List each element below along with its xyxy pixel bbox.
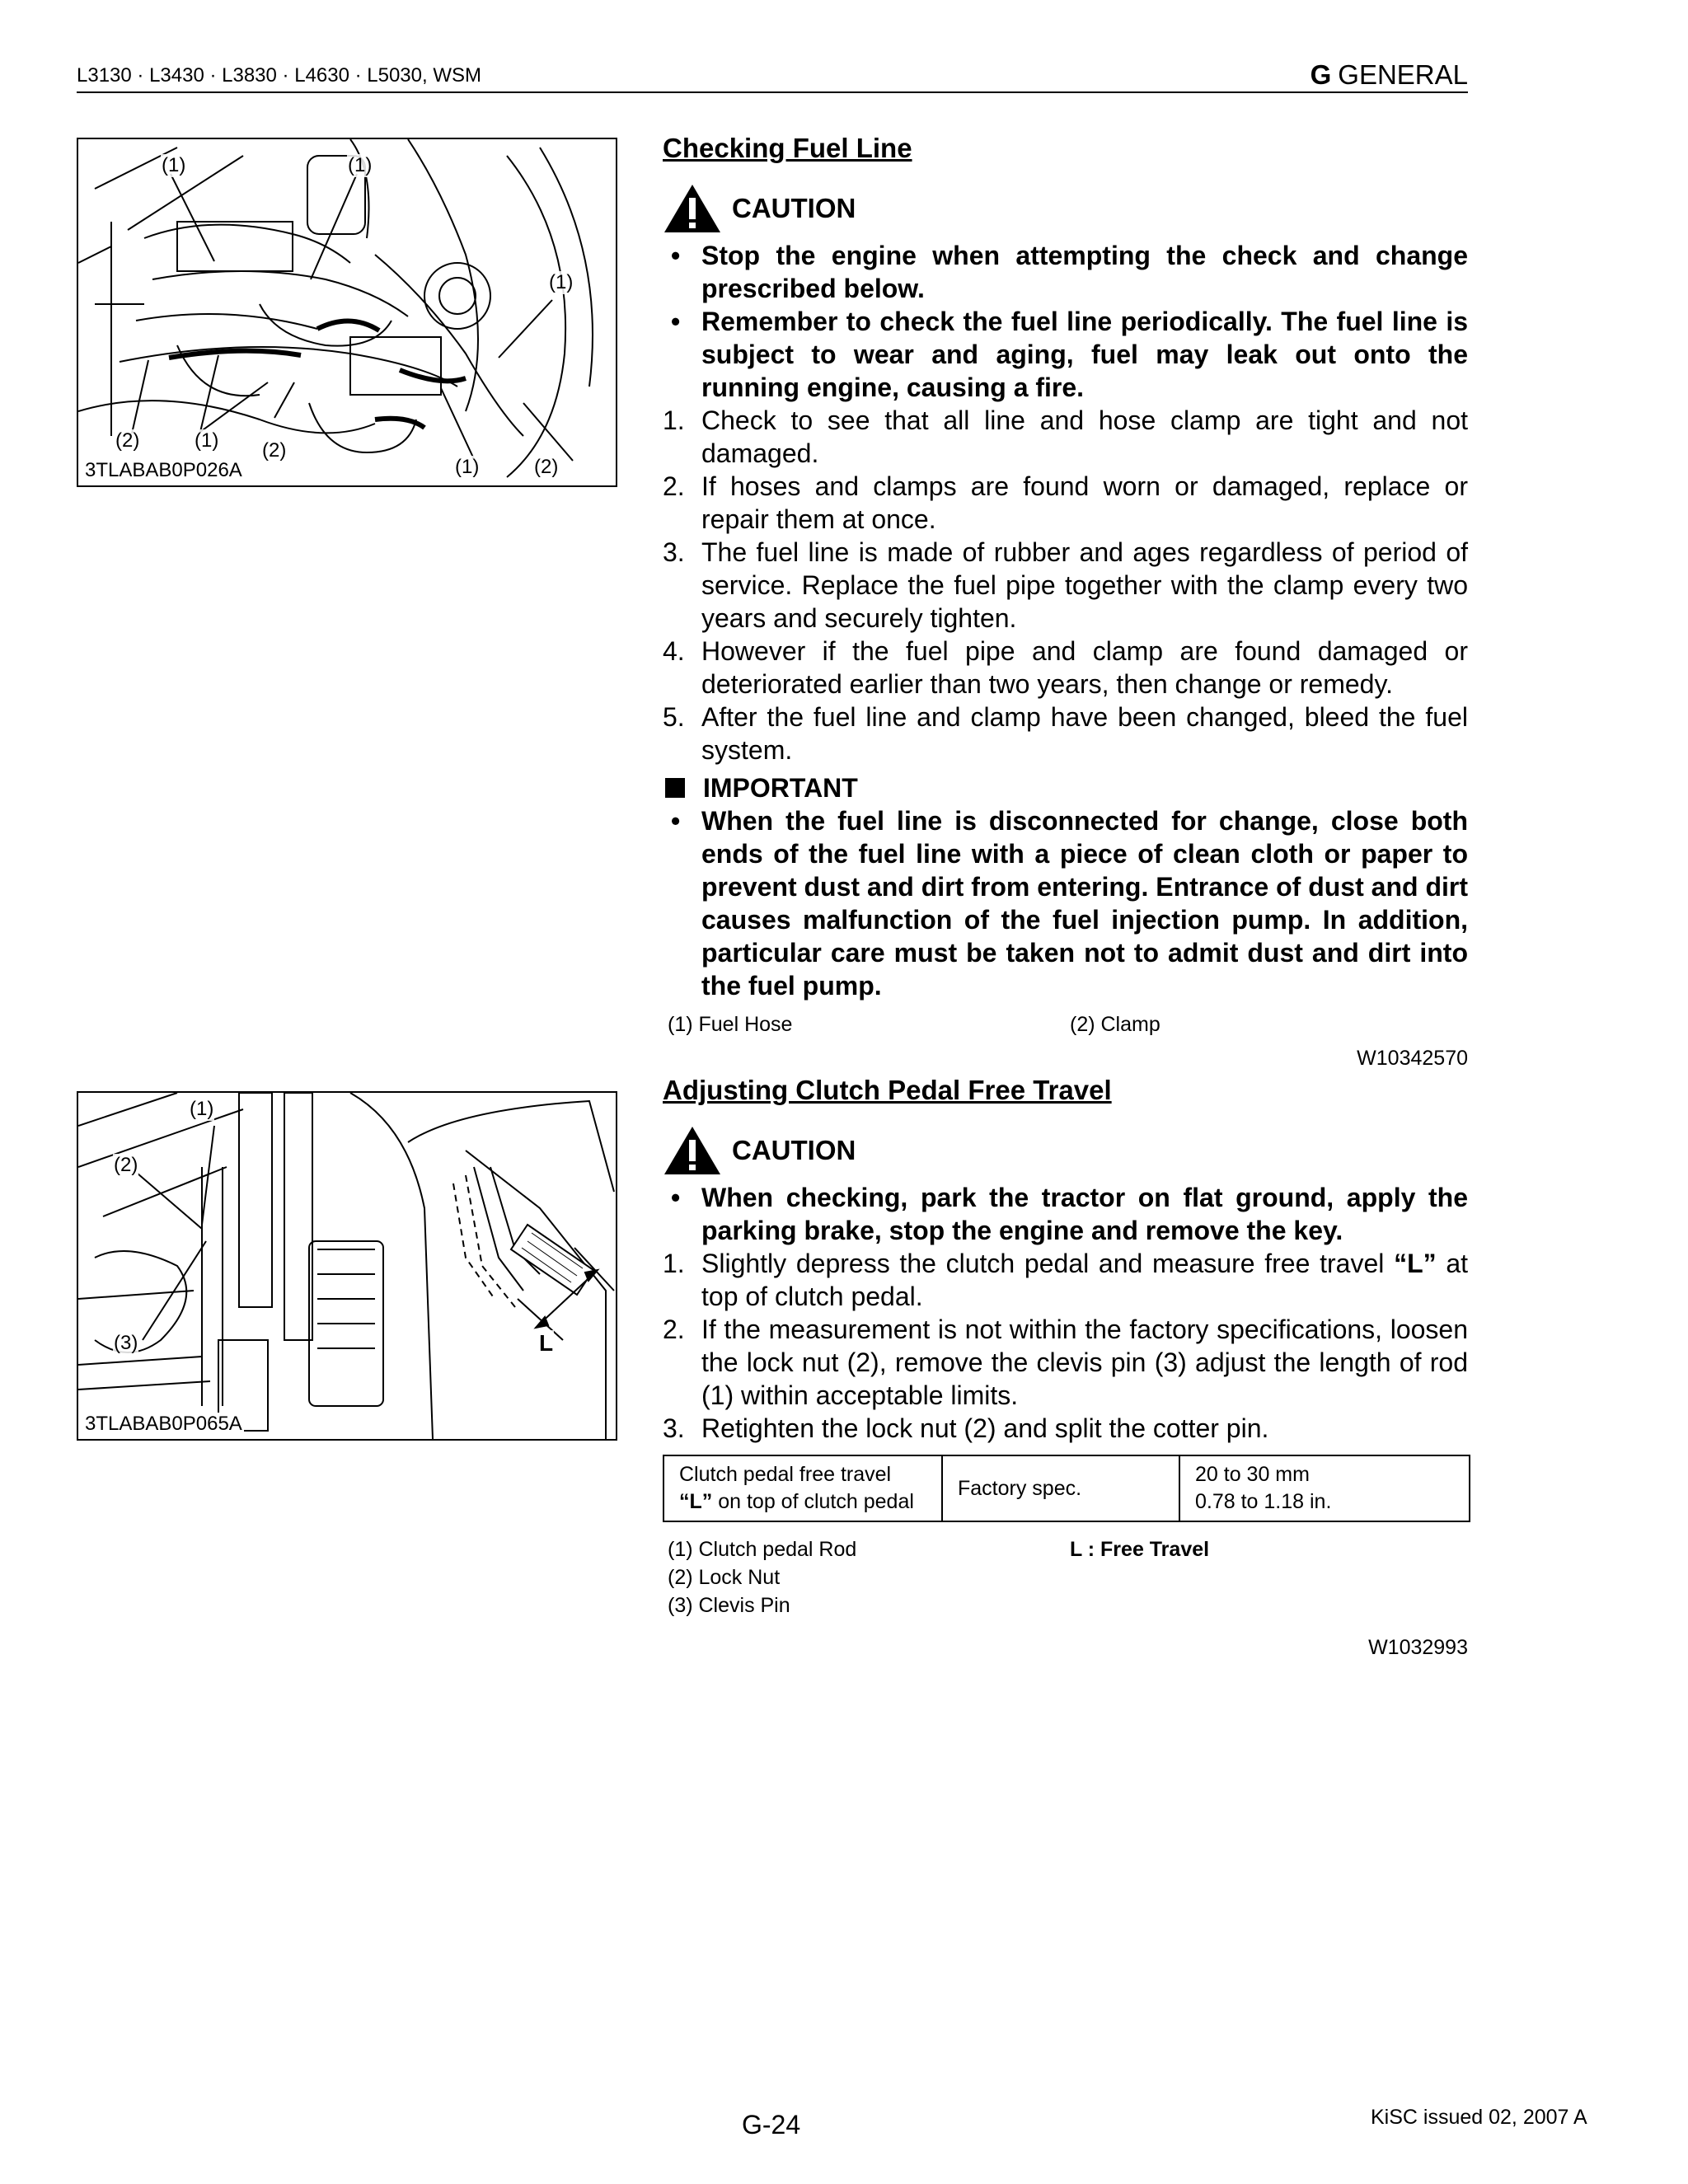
callout-1-b: (1) [348,154,373,176]
section-letter: G [1310,59,1332,90]
important-heading [663,771,1468,804]
issue-note: KiSC issued 02, 2007 A [1371,2106,1587,2129]
header-rule [77,91,1468,93]
spec-label-cell: Factory spec. [942,1455,1179,1521]
document-code: W10342570 [1357,1047,1468,1070]
callout-2-a: (2) [115,429,140,452]
step-item: 2. If the measurement is not within the factory specifications, loosen the lock nut (2), remove the clevis pin (3) adjust the length of rod (1) within acceptable limits. [663,1315,1468,1410]
spec-value-cell: 20 to 30 mm 0.78 to 1.18 in. [1179,1455,1470,1521]
document-code: W1032993 [1368,1636,1468,1659]
caution-item: • Stop the engine when attempting the check and change prescribed below. [671,241,1468,303]
caution-label: CAUTION [732,1135,856,1165]
legend-item: (2) Lock Nut [668,1566,781,1589]
callout-1-c: (1) [549,271,574,293]
caution-list [663,239,1468,404]
section-name: GENERAL [1338,59,1468,90]
step-item: 1. Slightly depress the clutch pedal and measure free travel “L” at top of clutch pedal. [663,1249,1469,1311]
header-section [1311,59,1468,91]
step-item: 3. The fuel line is made of rubber and ages regardless of period of service. Replace the fuel pipe together with the clamp every two years and securely tighten. [663,537,1468,633]
fuel-line-section [663,132,1468,1075]
step-item: 2. If hoses and clamps are found worn or damaged, replace or repair them at once. [663,471,1468,534]
figure-code: 3TLABAB0P026A [85,459,242,481]
clutch-pedal-drawing [78,1093,616,1439]
fuel-line-drawing [78,139,616,485]
figure-legend [663,1535,1468,1619]
fuel-line-figure [77,138,617,487]
important-list [663,804,1468,1002]
callout-1-d: (1) [195,429,219,452]
caution-label: CAUTION [732,193,856,223]
figure-legend [663,1010,1468,1038]
callout-1-a: (1) [162,154,186,176]
step-item: 3. Retighten the lock nut (2) and split the cotter pin. [663,1413,1269,1443]
important-item: • When the fuel line is disconnected for change, close both ends of the fuel line with a piece of clean cloth or paper to prevent dust and dirt from entering. Entrance of dust and dirt causes malfunction of the fuel injection pump. In addition, particular care must be taken not to admit dust and dirt into the fuel pump. [671,806,1468,1001]
spec-item-cell: Clutch pedal free travel “L” on top of clutch pedal [663,1455,942,1521]
legend-item: (3) Clevis Pin [668,1594,790,1617]
callout-1-e: (1) [455,456,480,478]
section-title: Checking Fuel Line [663,133,912,163]
caution-heading [663,1125,1468,1176]
steps-list [663,404,1468,766]
legend-item: (1) Clutch pedal Rod [668,1538,857,1561]
header-models: L3130 · L3430 · L3830 · L4630 · L5030, WSM [77,64,481,87]
callout-2-b: (2) [262,439,287,462]
callout-rod: (1) [190,1098,214,1120]
step-item: 4. However if the fuel pipe and clamp are found damaged or deteriorated earlier than two years, then change or remedy. [663,636,1468,699]
table-row [663,1455,1470,1521]
caution-item: • Remember to check the fuel line periodically. The fuel line is subject to wear and aging, fuel may leak out onto the running engine, causing a fire. [671,307,1468,402]
legend-item: (2) Clamp [1070,1013,1160,1036]
step-item: 1. Check to see that all line and hose clamp are tight and not damaged. [663,405,1468,468]
step-item: 5. After the fuel line and clamp have been changed, bleed the fuel system. [663,702,1468,765]
caution-list [663,1181,1468,1247]
important-label: IMPORTANT [703,773,858,803]
figure-code: 3TLABAB0P065A [85,1413,242,1435]
caution-heading [663,183,1468,234]
square-bullet-icon [665,778,685,798]
section-title: Adjusting Clutch Pedal Free Travel [663,1075,1112,1105]
clutch-pedal-figure [77,1091,617,1441]
callout-clevis-pin: (3) [114,1332,138,1354]
legend-item: L : Free Travel [1070,1538,1210,1561]
legend-item: (1) Fuel Hose [668,1013,793,1036]
spec-table [663,1455,1470,1522]
callout-2-c: (2) [534,456,559,478]
steps-list [663,1247,1468,1445]
caution-item: • When checking, park the tractor on flat ground, apply the parking brake, stop the engine and remove the key. [671,1183,1468,1245]
warning-icon [663,1125,722,1176]
callout-lock-nut: (2) [114,1154,138,1176]
page-number: G-24 [742,2110,801,2139]
clutch-section [663,1074,1468,1664]
warning-icon [663,183,722,234]
callout-free-travel: L [539,1330,554,1356]
